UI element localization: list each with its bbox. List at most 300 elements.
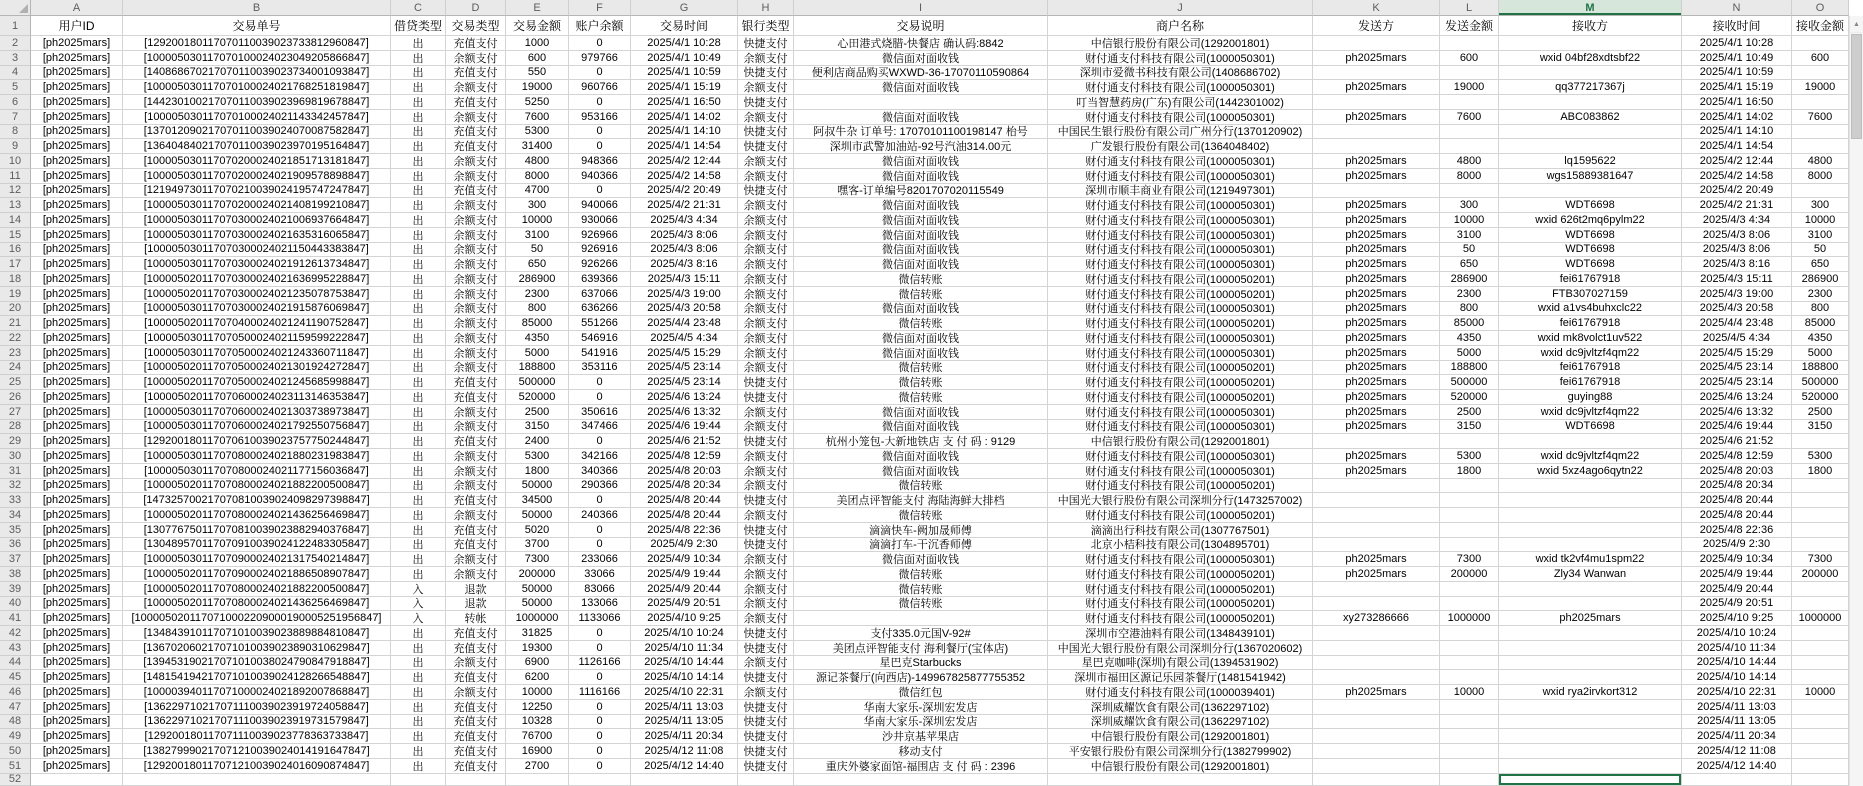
column-letter-H[interactable]: H (738, 0, 794, 16)
cell-K32[interactable] (1313, 479, 1440, 494)
cell-G3[interactable]: 2025/4/1 10:49 (631, 51, 738, 66)
cell-J12[interactable]: 深圳市顺丰商业有限公司(1219497301) (1048, 184, 1313, 199)
cell-F35[interactable]: 0 (569, 523, 631, 538)
cell-N25[interactable]: 2025/4/5 23:14 (1682, 375, 1792, 390)
row-number-49[interactable]: 49 (0, 729, 31, 744)
cell-L26[interactable]: 520000 (1440, 390, 1499, 405)
cell-K24[interactable]: ph2025mars (1313, 361, 1440, 376)
cell-H18[interactable]: 余额支付 (738, 272, 794, 287)
cell-L33[interactable] (1440, 493, 1499, 508)
cell-H26[interactable]: 快捷支付 (738, 390, 794, 405)
cell-H2[interactable]: 快捷支付 (738, 36, 794, 51)
cell-H14[interactable]: 余额支付 (738, 213, 794, 228)
cell-G35[interactable]: 2025/4/8 22:36 (631, 523, 738, 538)
cell-E46[interactable]: 10000 (506, 685, 569, 700)
cell-J17[interactable]: 财付通支付科技有限公司(1000050301) (1048, 257, 1313, 272)
cell-B42[interactable]: [134843910117071010039023889884810847] (123, 626, 391, 641)
cell-E24[interactable]: 188800 (506, 361, 569, 376)
cell-E6[interactable]: 5250 (506, 95, 569, 110)
cell-E10[interactable]: 4800 (506, 154, 569, 169)
cell-O6[interactable] (1792, 95, 1849, 110)
cell-F39[interactable]: 83066 (569, 582, 631, 597)
cell-C2[interactable]: 出 (391, 36, 446, 51)
cell-I46[interactable]: 微信红包 (794, 685, 1048, 700)
cell-M45[interactable] (1499, 670, 1682, 685)
cell-B24[interactable]: [100005020117070500024021301924272847] (123, 361, 391, 376)
cell-J16[interactable]: 财付通支付科技有限公司(1000050301) (1048, 243, 1313, 258)
cell-J38[interactable]: 财付通支付科技有限公司(1000050201) (1048, 567, 1313, 582)
cell-G21[interactable]: 2025/4/4 23:48 (631, 316, 738, 331)
cell-L11[interactable]: 8000 (1440, 169, 1499, 184)
header-cell-D1[interactable]: 交易类型 (446, 16, 506, 36)
cell-J34[interactable]: 财付通支付科技有限公司(1000050201) (1048, 508, 1313, 523)
cell-K29[interactable] (1313, 434, 1440, 449)
cell-A45[interactable]: [ph2025mars] (31, 670, 123, 685)
cell-K38[interactable]: ph2025mars (1313, 567, 1440, 582)
row-number-11[interactable]: 11 (0, 169, 31, 184)
cell-E20[interactable]: 800 (506, 302, 569, 317)
row-number-4[interactable]: 4 (0, 66, 31, 81)
cell-I12[interactable]: 嘿客-订单编号8201707020115549 (794, 184, 1048, 199)
cell-K25[interactable]: ph2025mars (1313, 375, 1440, 390)
cell-F8[interactable]: 0 (569, 125, 631, 140)
cell-L5[interactable]: 19000 (1440, 80, 1499, 95)
cell-E47[interactable]: 12250 (506, 700, 569, 715)
cell-N38[interactable]: 2025/4/9 19:44 (1682, 567, 1792, 582)
cell-N10[interactable]: 2025/4/2 12:44 (1682, 154, 1792, 169)
cell-M15[interactable]: WDT6698 (1499, 228, 1682, 243)
cell-L3[interactable]: 600 (1440, 51, 1499, 66)
cell-A47[interactable]: [ph2025mars] (31, 700, 123, 715)
cell-C49[interactable]: 出 (391, 729, 446, 744)
cell-F21[interactable]: 551266 (569, 316, 631, 331)
cell-K26[interactable]: ph2025mars (1313, 390, 1440, 405)
cell-I20[interactable]: 微信面对面收钱 (794, 302, 1048, 317)
cell-J21[interactable]: 财付通支付科技有限公司(1000050201) (1048, 316, 1313, 331)
cell-O12[interactable] (1792, 184, 1849, 199)
cell-H52[interactable] (738, 774, 794, 786)
cell-J31[interactable]: 财付通支付科技有限公司(1000050301) (1048, 464, 1313, 479)
cell-I16[interactable]: 微信面对面收钱 (794, 243, 1048, 258)
cell-G19[interactable]: 2025/4/3 19:00 (631, 287, 738, 302)
cell-L38[interactable]: 200000 (1440, 567, 1499, 582)
cell-F29[interactable]: 0 (569, 434, 631, 449)
cell-K22[interactable]: ph2025mars (1313, 331, 1440, 346)
cell-C44[interactable]: 出 (391, 656, 446, 671)
cell-G39[interactable]: 2025/4/9 20:44 (631, 582, 738, 597)
cell-E19[interactable]: 2300 (506, 287, 569, 302)
cell-N41[interactable]: 2025/4/10 9:25 (1682, 611, 1792, 626)
cell-O20[interactable]: 800 (1792, 302, 1849, 317)
cell-J27[interactable]: 财付通支付科技有限公司(1000050301) (1048, 405, 1313, 420)
cell-G16[interactable]: 2025/4/3 8:06 (631, 243, 738, 258)
cell-L29[interactable] (1440, 434, 1499, 449)
cell-K50[interactable] (1313, 744, 1440, 759)
cell-M35[interactable] (1499, 523, 1682, 538)
cell-E50[interactable]: 16900 (506, 744, 569, 759)
cell-A22[interactable]: [ph2025mars] (31, 331, 123, 346)
cell-O42[interactable] (1792, 626, 1849, 641)
cell-L15[interactable]: 3100 (1440, 228, 1499, 243)
cell-M10[interactable]: lq1595622 (1499, 154, 1682, 169)
cell-G23[interactable]: 2025/4/5 15:29 (631, 346, 738, 361)
cell-F38[interactable]: 33066 (569, 567, 631, 582)
cell-E41[interactable]: 1000000 (506, 611, 569, 626)
cell-K47[interactable] (1313, 700, 1440, 715)
cell-N46[interactable]: 2025/4/10 22:31 (1682, 685, 1792, 700)
cell-I23[interactable]: 微信面对面收钱 (794, 346, 1048, 361)
cell-M27[interactable]: wxid dc9jvltzf4qm22 (1499, 405, 1682, 420)
cell-G40[interactable]: 2025/4/9 20:51 (631, 597, 738, 612)
cell-K31[interactable]: ph2025mars (1313, 464, 1440, 479)
cell-F45[interactable]: 0 (569, 670, 631, 685)
cell-O35[interactable] (1792, 523, 1849, 538)
cell-D46[interactable]: 余额支付 (446, 685, 506, 700)
cell-B33[interactable]: [147325700217070810039024098297398847] (123, 493, 391, 508)
cell-D34[interactable]: 余额支付 (446, 508, 506, 523)
cell-D52[interactable] (446, 774, 506, 786)
cell-J7[interactable]: 财付通支付科技有限公司(1000050301) (1048, 110, 1313, 125)
cell-E33[interactable]: 34500 (506, 493, 569, 508)
cell-F51[interactable]: 0 (569, 759, 631, 774)
cell-D5[interactable]: 余额支付 (446, 80, 506, 95)
cell-C42[interactable]: 出 (391, 626, 446, 641)
cell-L12[interactable] (1440, 184, 1499, 199)
cell-L24[interactable]: 188800 (1440, 361, 1499, 376)
cell-O52[interactable] (1792, 774, 1849, 786)
cell-D33[interactable]: 充值支付 (446, 493, 506, 508)
cell-O44[interactable] (1792, 656, 1849, 671)
cell-H9[interactable]: 快捷支付 (738, 139, 794, 154)
cell-H51[interactable]: 快捷支付 (738, 759, 794, 774)
column-letter-O[interactable]: O (1792, 0, 1849, 16)
cell-A48[interactable]: [ph2025mars] (31, 715, 123, 730)
cell-L25[interactable]: 500000 (1440, 375, 1499, 390)
cell-G44[interactable]: 2025/4/10 14:44 (631, 656, 738, 671)
cell-A21[interactable]: [ph2025mars] (31, 316, 123, 331)
cell-N19[interactable]: 2025/4/3 19:00 (1682, 287, 1792, 302)
cell-O17[interactable]: 650 (1792, 257, 1849, 272)
cell-G51[interactable]: 2025/4/12 14:40 (631, 759, 738, 774)
cell-B29[interactable]: [129200180117070610039023757750244847] (123, 434, 391, 449)
cell-H50[interactable]: 快捷支付 (738, 744, 794, 759)
cell-E23[interactable]: 5000 (506, 346, 569, 361)
cell-G36[interactable]: 2025/4/9 2:30 (631, 538, 738, 553)
cell-L37[interactable]: 7300 (1440, 552, 1499, 567)
cell-L14[interactable]: 10000 (1440, 213, 1499, 228)
cell-D27[interactable]: 余额支付 (446, 405, 506, 420)
cell-I43[interactable]: 美团点评智能支付 海利餐厅(宝体店) (794, 641, 1048, 656)
cell-O33[interactable] (1792, 493, 1849, 508)
cell-C17[interactable]: 出 (391, 257, 446, 272)
cell-A16[interactable]: [ph2025mars] (31, 243, 123, 258)
cell-K10[interactable]: ph2025mars (1313, 154, 1440, 169)
cell-H39[interactable]: 余额支付 (738, 582, 794, 597)
cell-O25[interactable]: 500000 (1792, 375, 1849, 390)
cell-B3[interactable]: [100005030117070100024023049205866847] (123, 51, 391, 66)
cell-C26[interactable]: 出 (391, 390, 446, 405)
cell-O16[interactable]: 50 (1792, 243, 1849, 258)
cell-M18[interactable]: fei61767918 (1499, 272, 1682, 287)
cell-L46[interactable]: 10000 (1440, 685, 1499, 700)
cell-E35[interactable]: 5020 (506, 523, 569, 538)
cell-F49[interactable]: 0 (569, 729, 631, 744)
cell-M24[interactable]: fei61767918 (1499, 361, 1682, 376)
cell-K13[interactable]: ph2025mars (1313, 198, 1440, 213)
active-cell-M52[interactable] (1499, 774, 1682, 786)
cell-J19[interactable]: 财付通支付科技有限公司(1000050201) (1048, 287, 1313, 302)
cell-H29[interactable]: 快捷支付 (738, 434, 794, 449)
cell-C47[interactable]: 出 (391, 700, 446, 715)
cell-A9[interactable]: [ph2025mars] (31, 139, 123, 154)
cell-A20[interactable]: [ph2025mars] (31, 302, 123, 317)
cell-N16[interactable]: 2025/4/3 8:06 (1682, 243, 1792, 258)
cell-N30[interactable]: 2025/4/8 12:59 (1682, 449, 1792, 464)
cell-M43[interactable] (1499, 641, 1682, 656)
cell-F22[interactable]: 546916 (569, 331, 631, 346)
cell-E26[interactable]: 520000 (506, 390, 569, 405)
cell-L19[interactable]: 2300 (1440, 287, 1499, 302)
cell-F6[interactable]: 0 (569, 95, 631, 110)
cell-B14[interactable]: [100005030117070300024021006937664847] (123, 213, 391, 228)
cell-K28[interactable]: ph2025mars (1313, 420, 1440, 435)
cell-L45[interactable] (1440, 670, 1499, 685)
cell-L30[interactable]: 5300 (1440, 449, 1499, 464)
cell-G5[interactable]: 2025/4/1 15:19 (631, 80, 738, 95)
cell-D18[interactable]: 余额支付 (446, 272, 506, 287)
cell-E37[interactable]: 7300 (506, 552, 569, 567)
cell-M7[interactable]: ABC083862 (1499, 110, 1682, 125)
cell-D7[interactable]: 余额支付 (446, 110, 506, 125)
cell-K49[interactable] (1313, 729, 1440, 744)
cell-J47[interactable]: 深圳威耀饮食有限公司(1362297102) (1048, 700, 1313, 715)
cell-N37[interactable]: 2025/4/9 10:34 (1682, 552, 1792, 567)
cell-O7[interactable]: 7600 (1792, 110, 1849, 125)
cell-C40[interactable]: 入 (391, 597, 446, 612)
cell-C29[interactable]: 出 (391, 434, 446, 449)
row-number-39[interactable]: 39 (0, 582, 31, 597)
cell-J22[interactable]: 财付通支付科技有限公司(1000050301) (1048, 331, 1313, 346)
cell-N17[interactable]: 2025/4/3 8:16 (1682, 257, 1792, 272)
cell-M46[interactable]: wxid rya2irvkort312 (1499, 685, 1682, 700)
cell-K20[interactable]: ph2025mars (1313, 302, 1440, 317)
cell-M9[interactable] (1499, 139, 1682, 154)
cell-F4[interactable]: 0 (569, 66, 631, 81)
cell-H37[interactable]: 余额支付 (738, 552, 794, 567)
cell-M12[interactable] (1499, 184, 1682, 199)
cell-E11[interactable]: 8000 (506, 169, 569, 184)
cell-N49[interactable]: 2025/4/11 20:34 (1682, 729, 1792, 744)
cell-A12[interactable]: [ph2025mars] (31, 184, 123, 199)
scrollbar-up-arrow-icon[interactable]: ▲ (1850, 16, 1863, 33)
cell-E28[interactable]: 3150 (506, 420, 569, 435)
column-letter-D[interactable]: D (446, 0, 506, 16)
cell-H36[interactable]: 快捷支付 (738, 538, 794, 553)
cell-A2[interactable]: [ph2025mars] (31, 36, 123, 51)
cell-B6[interactable]: [144230100217070110039023969819678847] (123, 95, 391, 110)
row-number-51[interactable]: 51 (0, 759, 31, 774)
cell-N21[interactable]: 2025/4/4 23:48 (1682, 316, 1792, 331)
cell-B10[interactable]: [100005030117070200024021851713181847] (123, 154, 391, 169)
cell-E27[interactable]: 2500 (506, 405, 569, 420)
cell-O8[interactable] (1792, 125, 1849, 140)
cell-D29[interactable]: 充值支付 (446, 434, 506, 449)
row-number-45[interactable]: 45 (0, 670, 31, 685)
cell-F26[interactable]: 0 (569, 390, 631, 405)
cell-A19[interactable]: [ph2025mars] (31, 287, 123, 302)
cell-G43[interactable]: 2025/4/10 11:34 (631, 641, 738, 656)
cell-H45[interactable]: 快捷支付 (738, 670, 794, 685)
cell-A46[interactable]: [ph2025mars] (31, 685, 123, 700)
cell-M5[interactable]: qq377217367j (1499, 80, 1682, 95)
cell-I32[interactable]: 微信转账 (794, 479, 1048, 494)
cell-O28[interactable]: 3150 (1792, 420, 1849, 435)
cell-O9[interactable] (1792, 139, 1849, 154)
cell-J24[interactable]: 财付通支付科技有限公司(1000050201) (1048, 361, 1313, 376)
cell-J11[interactable]: 财付通支付科技有限公司(1000050301) (1048, 169, 1313, 184)
cell-I34[interactable]: 微信转账 (794, 508, 1048, 523)
cell-E21[interactable]: 85000 (506, 316, 569, 331)
cell-O48[interactable] (1792, 715, 1849, 730)
cell-H20[interactable]: 余额支付 (738, 302, 794, 317)
cell-B11[interactable]: [100005030117070200024021909578898847] (123, 169, 391, 184)
header-cell-F1[interactable]: 账户余额 (569, 16, 631, 36)
cell-H33[interactable]: 快捷支付 (738, 493, 794, 508)
cell-I7[interactable]: 微信面对面收钱 (794, 110, 1048, 125)
cell-O26[interactable]: 520000 (1792, 390, 1849, 405)
cell-B8[interactable]: [137012090217070110039024070087582847] (123, 125, 391, 140)
cell-A38[interactable]: [ph2025mars] (31, 567, 123, 582)
cell-D32[interactable]: 余额支付 (446, 479, 506, 494)
cell-N47[interactable]: 2025/4/11 13:03 (1682, 700, 1792, 715)
cell-G10[interactable]: 2025/4/2 12:44 (631, 154, 738, 169)
cell-D49[interactable]: 充值支付 (446, 729, 506, 744)
cell-L18[interactable]: 286900 (1440, 272, 1499, 287)
cell-O22[interactable]: 4350 (1792, 331, 1849, 346)
cell-H30[interactable]: 余额支付 (738, 449, 794, 464)
cell-H8[interactable]: 快捷支付 (738, 125, 794, 140)
cell-B21[interactable]: [100005020117070400024021241190752847] (123, 316, 391, 331)
cell-A7[interactable]: [ph2025mars] (31, 110, 123, 125)
cell-G17[interactable]: 2025/4/3 8:16 (631, 257, 738, 272)
cell-B50[interactable]: [138279990217071210039024014191647847] (123, 744, 391, 759)
cell-D8[interactable]: 充值支付 (446, 125, 506, 140)
cell-N6[interactable]: 2025/4/1 16:50 (1682, 95, 1792, 110)
cell-A32[interactable]: [ph2025mars] (31, 479, 123, 494)
cell-A18[interactable]: [ph2025mars] (31, 272, 123, 287)
cell-I51[interactable]: 重庆外婆家面馆-福围店 支 付 码 : 2396 (794, 759, 1048, 774)
cell-D45[interactable]: 充值支付 (446, 670, 506, 685)
cell-A3[interactable]: [ph2025mars] (31, 51, 123, 66)
cell-O37[interactable]: 7300 (1792, 552, 1849, 567)
cell-N24[interactable]: 2025/4/5 23:14 (1682, 361, 1792, 376)
cell-D44[interactable]: 余额支付 (446, 656, 506, 671)
cell-M44[interactable] (1499, 656, 1682, 671)
cell-L31[interactable]: 1800 (1440, 464, 1499, 479)
row-number-36[interactable]: 36 (0, 538, 31, 553)
cell-B25[interactable]: [100005020117070500024021245685998847] (123, 375, 391, 390)
row-number-24[interactable]: 24 (0, 361, 31, 376)
cell-N39[interactable]: 2025/4/9 20:44 (1682, 582, 1792, 597)
cell-K18[interactable]: ph2025mars (1313, 272, 1440, 287)
row-number-12[interactable]: 12 (0, 184, 31, 199)
cell-K40[interactable] (1313, 597, 1440, 612)
cell-G26[interactable]: 2025/4/6 13:24 (631, 390, 738, 405)
cell-A24[interactable]: [ph2025mars] (31, 361, 123, 376)
cell-B35[interactable]: [130776750117070810039023882940376847] (123, 523, 391, 538)
cell-K14[interactable]: ph2025mars (1313, 213, 1440, 228)
cell-G12[interactable]: 2025/4/2 20:49 (631, 184, 738, 199)
cell-L43[interactable] (1440, 641, 1499, 656)
cell-A10[interactable]: [ph2025mars] (31, 154, 123, 169)
cell-A28[interactable]: [ph2025mars] (31, 420, 123, 435)
cell-G46[interactable]: 2025/4/10 22:31 (631, 685, 738, 700)
cell-D20[interactable]: 余额支付 (446, 302, 506, 317)
cell-F16[interactable]: 926916 (569, 243, 631, 258)
cell-A36[interactable]: [ph2025mars] (31, 538, 123, 553)
cell-E14[interactable]: 10000 (506, 213, 569, 228)
cell-C46[interactable]: 出 (391, 685, 446, 700)
cell-E44[interactable]: 6900 (506, 656, 569, 671)
cell-M32[interactable] (1499, 479, 1682, 494)
cell-A43[interactable]: [ph2025mars] (31, 641, 123, 656)
cell-D50[interactable]: 充值支付 (446, 744, 506, 759)
cell-D51[interactable]: 充值支付 (446, 759, 506, 774)
cell-L41[interactable]: 1000000 (1440, 611, 1499, 626)
cell-M17[interactable]: WDT6698 (1499, 257, 1682, 272)
cell-I31[interactable]: 微信面对面收钱 (794, 464, 1048, 479)
cell-I2[interactable]: 心田港式烧腊-快餐店 确认码:8842 (794, 36, 1048, 51)
cell-O41[interactable]: 1000000 (1792, 611, 1849, 626)
cell-C14[interactable]: 出 (391, 213, 446, 228)
cell-C5[interactable]: 出 (391, 80, 446, 95)
cell-N45[interactable]: 2025/4/10 14:14 (1682, 670, 1792, 685)
cell-F24[interactable]: 353116 (569, 361, 631, 376)
row-number-27[interactable]: 27 (0, 405, 31, 420)
cell-C31[interactable]: 出 (391, 464, 446, 479)
cell-K23[interactable]: ph2025mars (1313, 346, 1440, 361)
cell-G7[interactable]: 2025/4/1 14:02 (631, 110, 738, 125)
row-number-25[interactable]: 25 (0, 375, 31, 390)
cell-N26[interactable]: 2025/4/6 13:24 (1682, 390, 1792, 405)
row-number-37[interactable]: 37 (0, 552, 31, 567)
cell-K37[interactable]: ph2025mars (1313, 552, 1440, 567)
cell-H4[interactable]: 快捷支付 (738, 66, 794, 81)
cell-B5[interactable]: [100005030117070100024021768251819847] (123, 80, 391, 95)
cell-O15[interactable]: 3100 (1792, 228, 1849, 243)
cell-B17[interactable]: [100005030117070300024021912613734847] (123, 257, 391, 272)
cell-K39[interactable] (1313, 582, 1440, 597)
cell-K15[interactable]: ph2025mars (1313, 228, 1440, 243)
cell-B36[interactable]: [130489570117070910039024122483305847] (123, 538, 391, 553)
cell-A6[interactable]: [ph2025mars] (31, 95, 123, 110)
cell-M6[interactable] (1499, 95, 1682, 110)
cell-F25[interactable]: 0 (569, 375, 631, 390)
cell-J9[interactable]: 广发银行股份有限公司(1364048402) (1048, 139, 1313, 154)
cell-D6[interactable]: 充值支付 (446, 95, 506, 110)
cell-O46[interactable]: 10000 (1792, 685, 1849, 700)
cell-O49[interactable] (1792, 729, 1849, 744)
cell-B26[interactable]: [100005020117070600024023113146353847] (123, 390, 391, 405)
cell-K42[interactable] (1313, 626, 1440, 641)
cell-M3[interactable]: wxid 04bf28xdtsbf22 (1499, 51, 1682, 66)
cell-G24[interactable]: 2025/4/5 23:14 (631, 361, 738, 376)
header-cell-B1[interactable]: 交易单号 (123, 16, 391, 36)
cell-I33[interactable]: 美团点评智能支付 海陆海鲜大排档 (794, 493, 1048, 508)
cell-D14[interactable]: 余额支付 (446, 213, 506, 228)
cell-L17[interactable]: 650 (1440, 257, 1499, 272)
cell-N15[interactable]: 2025/4/3 8:06 (1682, 228, 1792, 243)
